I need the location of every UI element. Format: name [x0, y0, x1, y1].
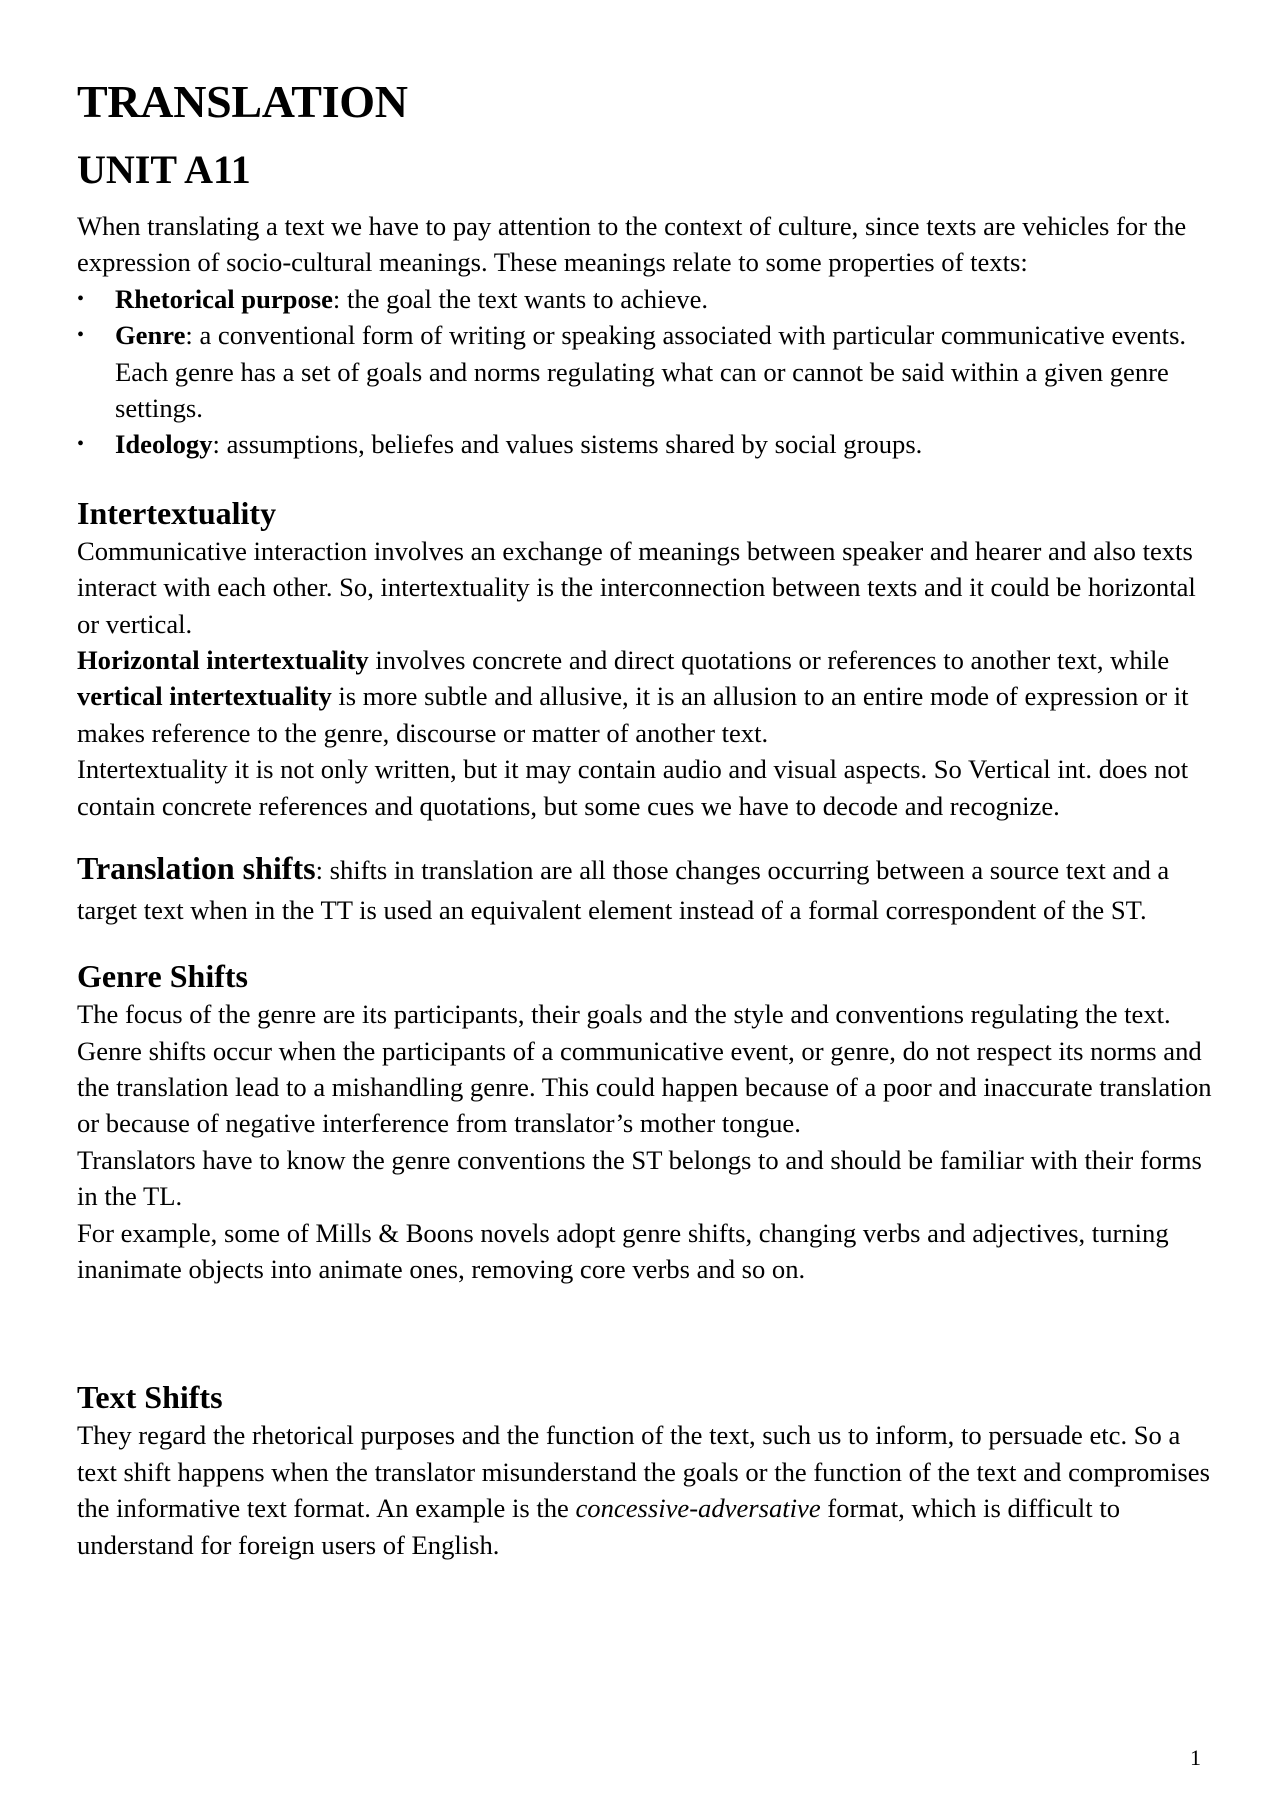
translation-shifts-paragraph [77, 848, 1212, 930]
property-text: : a conventional form of writing or speaking associated with particular communicative events. Each genre has a set of goals and norms regulating what can or cannot be said within a given genre settings. [115, 320, 1187, 424]
text-shifts-paragraph [77, 1417, 1212, 1563]
property-term: Ideology [115, 429, 213, 460]
intertextuality-media-paragraph: Intertextuality it is not only written, but it may contain audio and visual aspects. So Vertical int. does not contain concrete references and quotations, but some cues we have to decode and recognize. [77, 754, 1189, 821]
horizontal-intertextuality-term: Horizontal intertextuality [77, 645, 369, 676]
page-number: 1 [1190, 1745, 1201, 1770]
genre-conventions-paragraph: Translators have to know the genre conventions the ST belongs to and should be familiar with their forms in the TL. [77, 1144, 1202, 1212]
intro-paragraph: When translating a text we have to pay attention to the context of culture, since texts are vehicles for the expression of socio-cultural meanings. These meanings relate to some properties of texts: [77, 211, 1187, 278]
property-term: Genre [115, 320, 186, 351]
genre-shifts-heading: Genre Shifts [77, 958, 248, 995]
vertical-intertextuality-text: is more subtle and allusive, it is an allusion to an entire mode of expression or it makes reference to the genre, discourse or matter of another text. [77, 681, 1189, 748]
intertextuality-section [77, 493, 1212, 824]
document-page [77, 68, 1212, 1563]
property-text: : the goal the text wants to achieve. [332, 283, 709, 314]
genre-shifts-paragraph: The focus of the genre are its participants, their goals and the style and conventions regulating the text. Genre shifts occur when the participants of a communicative event, or genre, do not respect its norms and the translation lead to a mishandling genre. This could happen because of a poor and inaccurate translation or because of negative interference from translator’s mother tongue. [77, 999, 1212, 1139]
text-shifts-section [77, 1377, 1212, 1563]
translation-shifts-text: : shifts in translation are all those changes occurring between a source text and a target text when in the TT is used an equivalent element instead of a formal correspondent of the ST. [77, 855, 1170, 926]
text-properties-list [77, 281, 1212, 463]
text-shifts-heading: Text Shifts [77, 1379, 223, 1416]
list-item [77, 317, 1212, 426]
text-shifts-italic-term: concessive-adversative [575, 1493, 821, 1524]
translation-shifts-term: Translation shifts [77, 850, 316, 887]
bullet-icon: • [77, 324, 85, 347]
vertical-intertextuality-term: vertical intertextuality [77, 681, 332, 712]
intertextuality-types-paragraph [77, 642, 1212, 751]
list-item [77, 426, 1212, 462]
intertextuality-paragraph: Communicative interaction involves an exchange of meanings between speaker and hearer and also texts interact with each other. So, intertextuality is the interconnection between texts and it could be horizontal or vertical. [77, 535, 1196, 639]
genre-example-paragraph: For example, some of Mills & Boons novels adopt genre shifts, changing verbs and adjectives, turning inanimate objects into animate ones, removing core verbs and so on. [77, 1217, 1169, 1284]
unit-heading: UNIT A11 [77, 147, 251, 192]
genre-shifts-section [77, 956, 1212, 1287]
bullet-icon: • [77, 287, 85, 310]
list-item [77, 281, 1212, 317]
text-shifts-text-before: They regard the rhetorical purposes and the function of the text, such us to inform, to persuade etc. So a text shift happens when the translator misunderstand the goals or the function of the text and compromises the informative text format. An example is the [77, 1420, 1210, 1524]
text-shifts-text-after: format, which is difficult to understand for foreign users of English. [77, 1493, 1121, 1560]
property-term: Rhetorical purpose [115, 283, 333, 314]
translation-shifts-section [77, 848, 1212, 930]
intertextuality-heading: Intertextuality [77, 494, 277, 531]
bullet-icon: • [77, 433, 85, 456]
document-title: TRANSLATION [77, 76, 408, 127]
horizontal-intertextuality-text: involves concrete and direct quotations or references to another text, while [368, 645, 1170, 676]
property-text: : assumptions, beliefes and values sistems shared by social groups. [212, 429, 923, 460]
